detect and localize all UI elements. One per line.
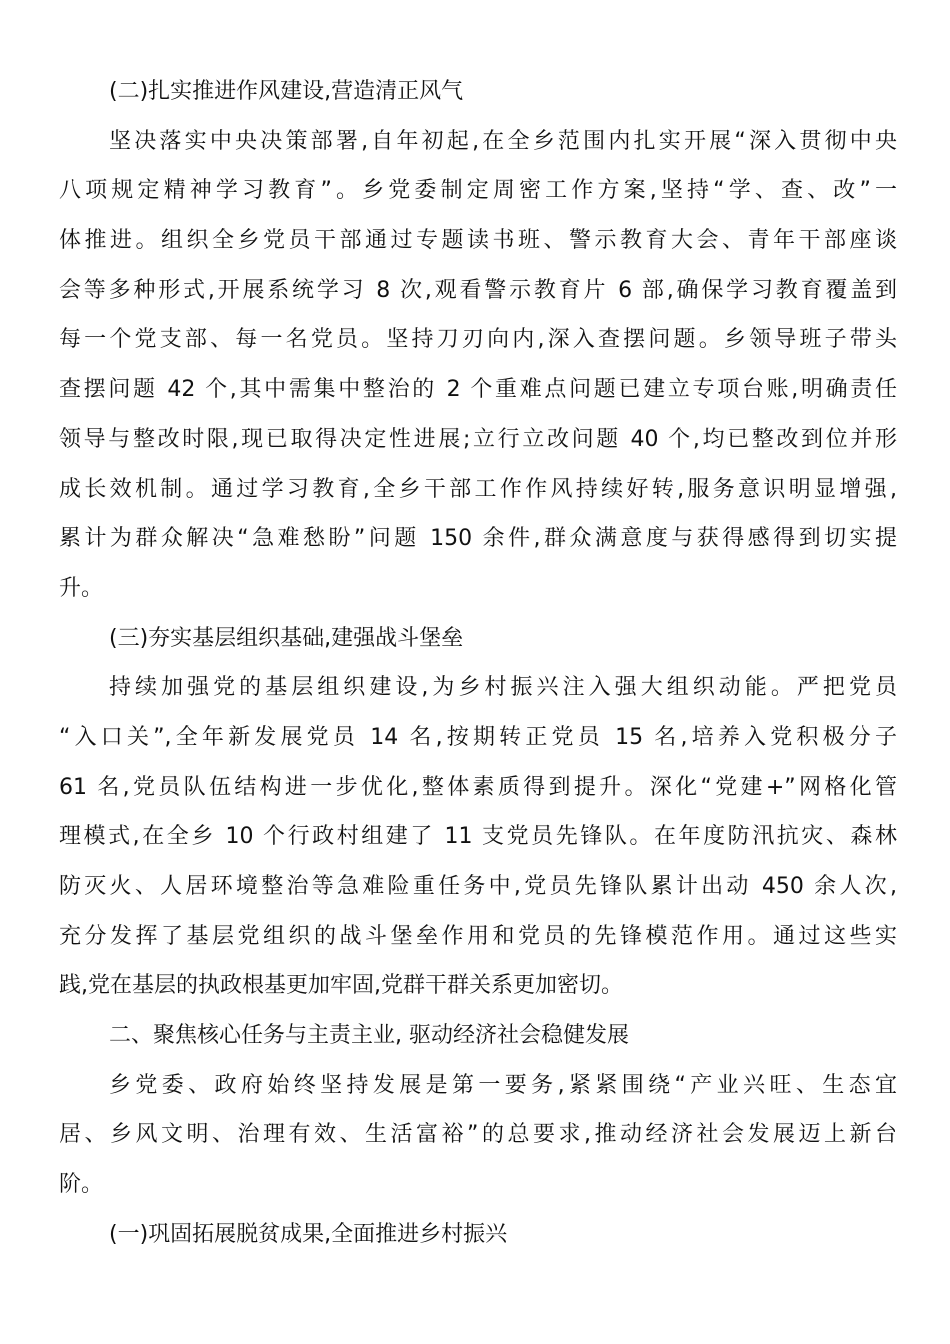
paragraph-line: 坚决落实中央决策部署,自年初起,在全乡范围内扎实开展“深入贯彻中央 xyxy=(109,128,897,154)
paragraph-line: 会等多种形式,开展系统学习 8 次,观看警示教育片 6 部,确保学习教育覆盖到 xyxy=(59,277,897,303)
section-heading-grassroots-organization: (三)夯实基层组织基础,建强战斗堡垒 xyxy=(109,625,464,651)
paragraph-line: 八项规定精神学习教育”。乡党委制定周密工作方案,坚持“学、查、改”一 xyxy=(59,178,897,204)
paragraph-line: 查摆问题 42 个,其中需集中整治的 2 个重难点问题已建立专项台账,明确责任 xyxy=(59,377,897,403)
paragraph-line: 升。 xyxy=(59,575,104,601)
paragraph-line: 61 名,党员队伍结构进一步优化,整体素质得到提升。深化“党建+”网格化管 xyxy=(59,774,897,800)
paragraph-line: 持续加强党的基层组织建设,为乡村振兴注入强大组织动能。严把党员 xyxy=(109,675,897,701)
paragraph-line: 防灭火、人居环境整治等急难险重任务中,党员先锋队累计出动 450 余人次, xyxy=(59,874,897,899)
paragraph-line: 充分发挥了基层党组织的战斗堡垒作用和党员的先锋模范作用。通过这些实 xyxy=(59,923,897,949)
paragraph-line: 理模式,在全乡 10 个行政村组建了 11 支党员先锋队。在年度防汛抗灾、森林 xyxy=(59,824,897,850)
section-heading-poverty-alleviation: (一)巩固拓展脱贫成果,全面推进乡村振兴 xyxy=(109,1221,508,1247)
paragraph-line: 践,党在基层的执政根基更加牢固,党群干群关系更加密切。 xyxy=(59,973,623,999)
paragraph-line: 体推进。组织全乡党员干部通过专题读书班、警示教育大会、青年干部座谈 xyxy=(59,228,897,254)
section-heading-core-tasks: 二、聚焦核心任务与主责主业, 驱动经济社会稳健发展 xyxy=(109,1023,629,1049)
paragraph-line: 乡党委、政府始终坚持发展是第一要务,紧紧围绕“产业兴旺、生态宜 xyxy=(109,1072,897,1098)
paragraph-line: 每一个党支部、每一名党员。坚持刀刃向内,深入查摆问题。乡领导班子带头 xyxy=(59,327,897,353)
paragraph-line: 累计为群众解决“急难愁盼”问题 150 余件,群众满意度与获得感得到切实提 xyxy=(59,526,897,552)
section-heading-style-improvement: (二)扎实推进作风建设,营造清正风气 xyxy=(109,79,464,104)
document-body xyxy=(59,67,897,1260)
paragraph-line: 领导与整改时限,现已取得决定性进展;立行立改问题 40 个,均已整改到位并形 xyxy=(59,426,897,452)
paragraph-line: 成长效机制。通过学习教育,全乡干部工作作风持续好转,服务意识明显增强, xyxy=(59,476,897,502)
paragraph-line: 阶。 xyxy=(59,1172,104,1198)
paragraph-line: 居、乡风文明、治理有效、生活富裕”的总要求,推动经济社会发展迈上新台 xyxy=(59,1122,897,1148)
paragraph-line: “入口关”,全年新发展党员 14 名,按期转正党员 15 名,培养入党积极分子 xyxy=(59,724,897,750)
